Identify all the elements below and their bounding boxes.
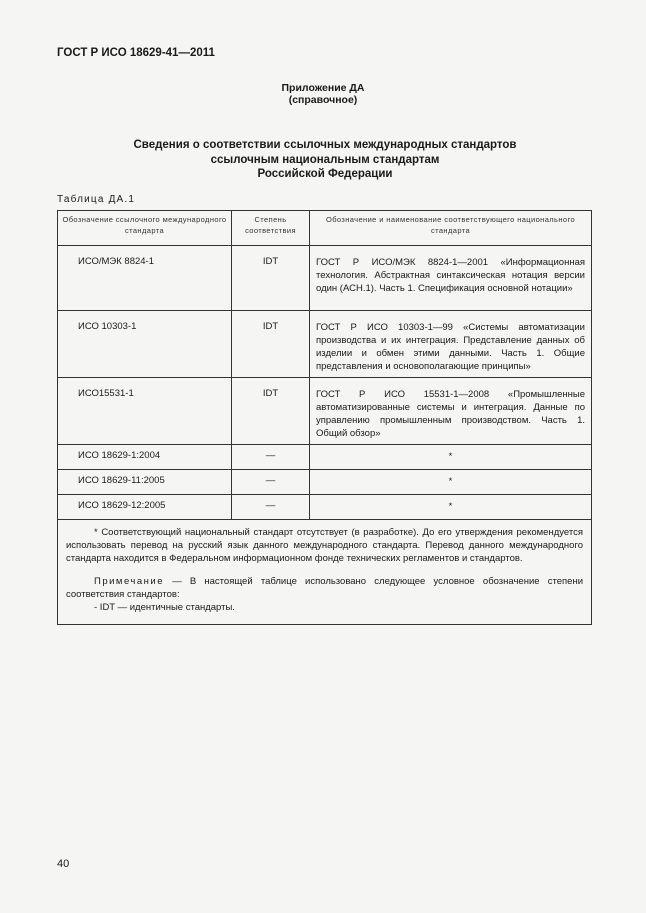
table-row <box>58 495 592 520</box>
cell-national: ГОСТ Р ИСО 15531-1—2008 «Промышленные автоматизированные системы и интеграция. Данные по управлению промышленным производством. Часть 1. Общий обзор» <box>310 378 592 445</box>
table-header-row <box>58 211 592 246</box>
cell-national: ГОСТ Р ИСО 10303-1—99 «Системы автоматизации производства и их интеграция. Представление данных об изделии и обмен этими данными. Часть 1. Общие представления и основополагающие принципы» <box>310 311 592 378</box>
annex-title: Приложение ДА <box>281 82 365 94</box>
cell-intl: ИСО15531-1 <box>58 378 232 445</box>
cell-degree: IDT <box>232 311 310 378</box>
table-note <box>66 575 583 601</box>
cell-intl: ИСО 18629-1:2004 <box>58 445 232 470</box>
header-intl-standard: Обозначение ссылочного международного стандарта <box>58 211 232 246</box>
table-notes-row <box>58 520 592 625</box>
table-footnote: * Соответствующий национальный стандарт отсутствует (в разработке). До его утверждения рекомендуется использовать перевод на русский язык данного международного стандарта. Перевод данного международного стандарта находится в Федеральном информационном фонде технических регламентов и стандартов. <box>66 527 583 564</box>
table-row <box>58 246 592 311</box>
cell-national: * <box>310 470 592 495</box>
table-row <box>58 311 592 378</box>
note-text: — В настоящей таблице использовано следующее условное обозначение степени соответствия стандартов: <box>66 576 583 600</box>
table-row <box>58 470 592 495</box>
cell-national: ГОСТ Р ИСО/МЭК 8824-1—2001 «Информационная технология. Абстрактная синтаксическая нотация версии один (АСН.1). Часть 1. Спецификация основной нотации» <box>310 246 592 311</box>
header-national-standard: Обозначение и наименование соответствующего национального стандарта <box>310 211 592 246</box>
table-row <box>58 445 592 470</box>
cell-degree: IDT <box>232 246 310 311</box>
page-number: 40 <box>57 858 70 870</box>
document-code: ГОСТ Р ИСО 18629-41—2011 <box>57 47 215 59</box>
correspondence-table <box>57 210 591 625</box>
cell-intl: ИСО 18629-11:2005 <box>58 470 232 495</box>
heading-line-1: Сведения о соответствии ссылочных международных стандартов <box>133 139 517 151</box>
table-row <box>58 378 592 445</box>
cell-intl: ИСО/МЭК 8824-1 <box>58 246 232 311</box>
heading-line-2: ссылочным национальным стандартам <box>210 153 440 166</box>
table-notes <box>58 520 592 625</box>
cell-degree: — <box>232 445 310 470</box>
cell-intl: ИСО 10303-1 <box>58 311 232 378</box>
section-heading <box>60 138 590 182</box>
table-label: Таблица ДА.1 <box>57 194 136 205</box>
note-item: - IDT — идентичные стандарты. <box>94 602 235 613</box>
cell-intl: ИСО 18629-12:2005 <box>58 495 232 520</box>
annex-status: (справочное) <box>288 94 358 106</box>
note-label: Примечание <box>94 576 164 587</box>
heading-line-3: Российской Федерации <box>257 168 393 180</box>
cell-degree: — <box>232 495 310 520</box>
header-degree: Степень соответствия <box>232 211 310 246</box>
cell-degree: IDT <box>232 378 310 445</box>
cell-degree: — <box>232 470 310 495</box>
cell-national: * <box>310 495 592 520</box>
cell-national: * <box>310 445 592 470</box>
